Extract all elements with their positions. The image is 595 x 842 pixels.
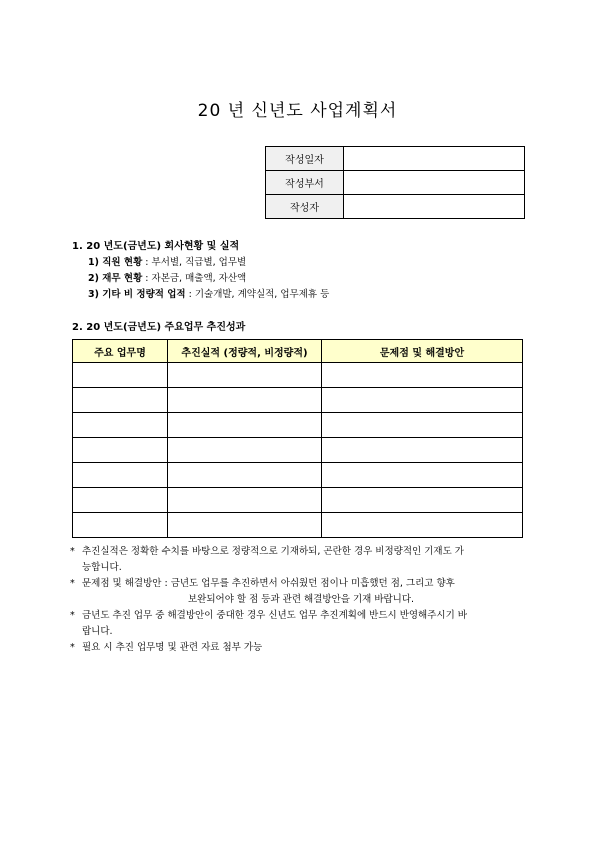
- table-row: [73, 513, 523, 538]
- note-line: 금년도 추진 업무 중 해결방안이 중대한 경우 신년도 업무 추진계획에 반드시 반영해주시기 바: [82, 610, 467, 621]
- item-key: 3) 기타 비 정량적 업적: [88, 289, 186, 300]
- info-label: 작성일자: [266, 147, 344, 171]
- author-info-table: [265, 146, 525, 219]
- notes-section: [70, 544, 530, 657]
- table-cell[interactable]: [322, 413, 523, 438]
- table-header-row: [73, 340, 523, 363]
- item-key: 2) 재무 현황: [88, 273, 143, 284]
- section-1-item: [88, 286, 329, 300]
- note-line: 보완되어야 할 점 등과 관련 해결방안을 기재 바랍니다.: [188, 593, 415, 605]
- table-row: [73, 363, 523, 388]
- info-value-field[interactable]: [344, 171, 525, 195]
- note-item: [70, 640, 530, 656]
- info-row-author: [266, 195, 525, 219]
- note-line: 필요 시 추진 업무명 및 관련 자료 첨부 가능: [82, 642, 263, 653]
- item-key: 1) 직원 현황: [88, 257, 143, 268]
- table-cell[interactable]: [73, 463, 168, 488]
- table-cell[interactable]: [168, 363, 322, 388]
- table-cell[interactable]: [322, 438, 523, 463]
- table-cell[interactable]: [168, 513, 322, 538]
- column-header: 주요 업무명: [73, 340, 168, 363]
- table-cell[interactable]: [322, 488, 523, 513]
- section-2-heading: 2. 20 년도(금년도) 주요업무 추진성과: [72, 322, 246, 333]
- note-item: [70, 576, 530, 607]
- note-line: 랍니다.: [82, 625, 113, 637]
- table-row: [73, 388, 523, 413]
- section-1-item: [88, 254, 246, 268]
- table-cell[interactable]: [73, 363, 168, 388]
- table-cell[interactable]: [168, 388, 322, 413]
- note-item: [70, 544, 530, 575]
- column-header: 문제점 및 해결방안: [322, 340, 523, 363]
- info-row-department: [266, 171, 525, 195]
- table-cell[interactable]: [73, 438, 168, 463]
- document-title: 20 년 신년도 사업계획서: [197, 101, 398, 121]
- table-cell[interactable]: [73, 413, 168, 438]
- note-bullet: *: [70, 610, 75, 621]
- table-row: [73, 463, 523, 488]
- item-text: : 부서별, 직급별, 업무별: [142, 257, 247, 268]
- item-text: : 기술개발, 계약실적, 업무제휴 등: [185, 289, 330, 300]
- note-line: 문제점 및 해결방안 : 금년도 업무를 추진하면서 아쉬웠던 점이나 미흡했던 점, 그리고 향후: [82, 578, 455, 589]
- info-value-field[interactable]: [344, 147, 525, 171]
- note-bullet: *: [70, 546, 75, 557]
- table-cell[interactable]: [322, 463, 523, 488]
- table-cell[interactable]: [73, 488, 168, 513]
- table-row: [73, 438, 523, 463]
- table-cell[interactable]: [168, 413, 322, 438]
- column-header: 추진실적 (정량적, 비정량적): [168, 340, 322, 363]
- note-bullet: *: [70, 642, 75, 653]
- note-item: [70, 608, 530, 639]
- note-line: 추진실적은 정확한 수치를 바탕으로 정량적으로 기재하되, 곤란한 경우 비정량적인 기재도 가: [82, 546, 464, 557]
- info-label: 작성부서: [266, 171, 344, 195]
- table-row: [73, 488, 523, 513]
- table-cell[interactable]: [73, 388, 168, 413]
- note-line: 능합니다.: [82, 561, 122, 573]
- table-cell[interactable]: [168, 463, 322, 488]
- item-text: : 자본금, 매출액, 자산액: [142, 273, 247, 284]
- table-cell[interactable]: [168, 438, 322, 463]
- table-cell[interactable]: [322, 513, 523, 538]
- info-value-field[interactable]: [344, 195, 525, 219]
- info-row-date: [266, 147, 525, 171]
- note-bullet: *: [70, 578, 75, 589]
- table-row: [73, 413, 523, 438]
- table-cell[interactable]: [322, 388, 523, 413]
- section-1-item: [88, 270, 246, 284]
- table-cell[interactable]: [168, 488, 322, 513]
- section-1-heading: 1. 20 년도(금년도) 회사현황 및 실적: [72, 241, 240, 252]
- table-cell[interactable]: [73, 513, 168, 538]
- info-label: 작성자: [266, 195, 344, 219]
- table-cell[interactable]: [322, 363, 523, 388]
- performance-table: [72, 339, 523, 538]
